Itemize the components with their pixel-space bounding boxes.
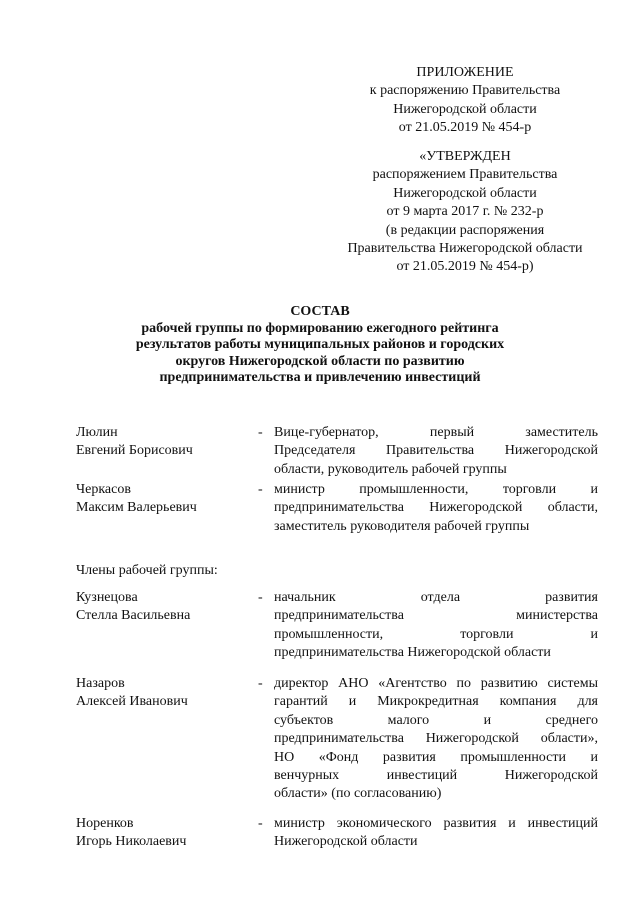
role-line: Вице-губернатор, первый заместитель — [274, 425, 598, 440]
member-dash: - — [258, 590, 263, 605]
members-section-label: Члены рабочей группы: — [76, 563, 218, 578]
document-title — [70, 304, 570, 387]
appendix-title: ПРИЛОЖЕНИЕ — [416, 65, 514, 80]
role-line: НО «Фонд развития промышленности и — [274, 749, 598, 765]
member-given-names: Стелла Васильевна — [76, 608, 191, 624]
member-surname: Кузнецова — [76, 590, 138, 605]
title-line: результатов работы муниципальных районов и городских — [135, 337, 505, 353]
role-line: министр промышленности, торговли и — [274, 482, 598, 497]
role-line: области» (по согласованию) — [274, 786, 442, 802]
member-role — [274, 424, 598, 479]
role-line: субъектов малого и среднего — [274, 712, 598, 728]
member-name — [76, 424, 246, 461]
member-name — [76, 675, 246, 712]
member-role — [274, 481, 598, 536]
approval-line: «УТВЕРЖДЕН — [419, 149, 511, 164]
role-line: Нижегородской области — [274, 834, 418, 850]
member-surname: Люлин — [76, 425, 118, 440]
approval-line: Нижегородской области — [393, 185, 537, 201]
approval-line: Правительства Нижегородской области — [347, 241, 583, 257]
role-line: гарантий и Микрокредитная компания для — [274, 694, 598, 710]
member-surname: Черкасов — [76, 482, 131, 497]
role-line: начальник отдела развития — [274, 590, 598, 605]
role-line: промышленности, торговли и — [274, 626, 598, 642]
appendix-header — [300, 64, 630, 138]
member-dash: - — [258, 425, 263, 440]
member-dash: - — [258, 482, 263, 497]
member-given-names: Алексей Иванович — [76, 694, 188, 710]
member-role — [274, 675, 598, 804]
title-heading: СОСТАВ — [290, 304, 350, 319]
member-given-names: Евгений Борисович — [76, 443, 193, 459]
member-name — [76, 481, 246, 518]
approval-line: от 21.05.2019 № 454-р) — [396, 259, 534, 275]
approval-line: распоряжением Правительства — [372, 167, 558, 183]
approval-line: (в редакции распоряжения — [385, 222, 545, 238]
member-surname: Назаров — [76, 676, 125, 691]
member-name — [76, 589, 246, 626]
member-dash: - — [258, 676, 263, 691]
role-line: венчурных инвестиций Нижегородской — [274, 768, 598, 784]
member-role — [274, 815, 598, 852]
member-given-names: Игорь Николаевич — [76, 834, 187, 850]
approval-line: от 9 марта 2017 г. № 232-р — [386, 204, 544, 220]
member-dash: - — [258, 816, 263, 831]
member-role — [274, 589, 598, 663]
member-given-names: Максим Валерьевич — [76, 500, 197, 516]
approval-block — [300, 148, 630, 277]
role-line: министр экономического развития и инвестиций — [274, 816, 598, 831]
member-surname: Норенков — [76, 816, 134, 831]
role-line: предпринимательства Нижегородской области — [274, 645, 551, 661]
role-line: Председателя Правительства Нижегородской — [274, 443, 598, 459]
title-line: округов Нижегородской области по развитию — [175, 353, 465, 369]
appendix-line: Нижегородской области — [393, 101, 537, 117]
role-line: предпринимательства министерства — [274, 608, 598, 624]
role-line: директор АНО «Агентство по развитию системы — [274, 676, 598, 691]
title-line: предпринимательства и привлечению инвестиций — [159, 370, 481, 386]
role-line: области, руководитель рабочей группы — [274, 461, 507, 477]
member-name — [76, 815, 246, 852]
appendix-line: к распоряжению Правительства — [369, 83, 561, 99]
role-line: предпринимательства Нижегородской области, — [274, 500, 598, 516]
title-line: рабочей группы по формированию ежегодного рейтинга — [141, 320, 499, 336]
role-line: предпринимательства Нижегородской области», — [274, 731, 598, 747]
appendix-line: от 21.05.2019 № 454-р — [398, 120, 532, 136]
role-line: заместитель руководителя рабочей группы — [274, 518, 530, 534]
